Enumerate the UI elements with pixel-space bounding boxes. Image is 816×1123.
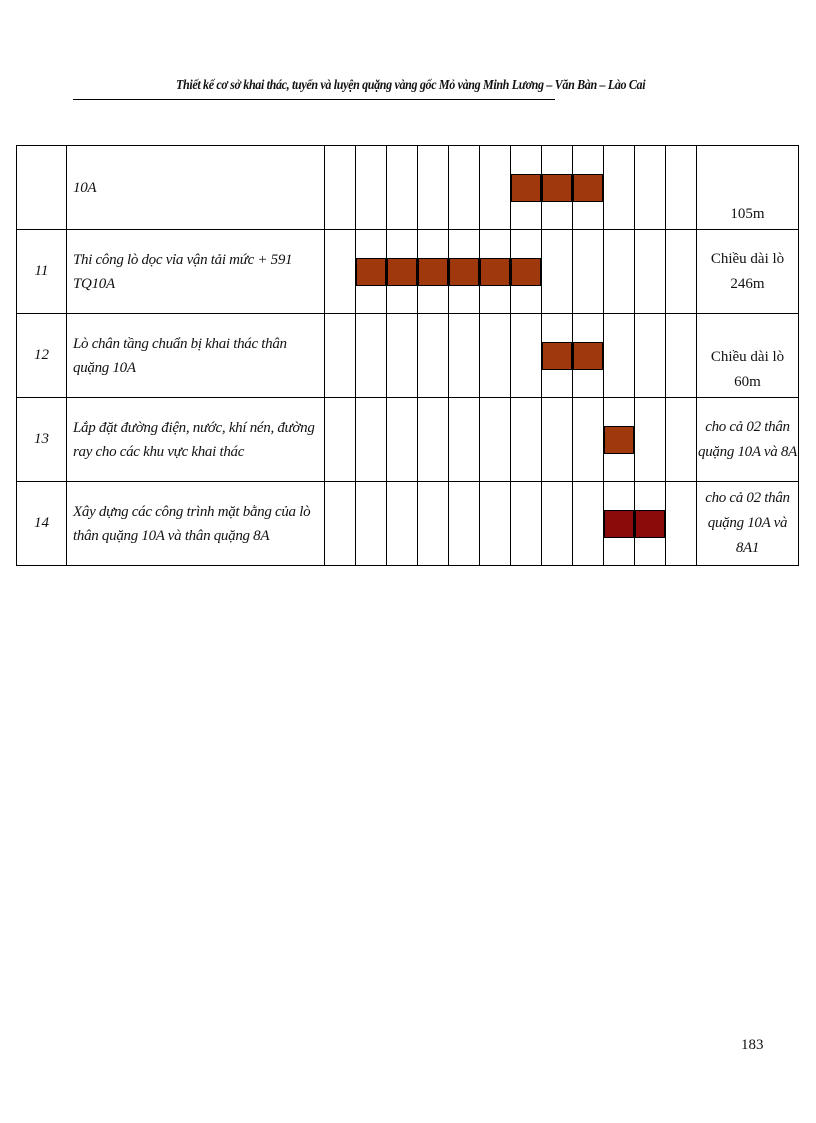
task-description: Lò chân tầng chuẩn bị khai thác thân quặng 10A <box>67 314 325 398</box>
timeline-slot <box>604 482 635 566</box>
timeline-slot <box>573 146 604 230</box>
page-number: 183 <box>741 1037 764 1053</box>
timeline-slot <box>356 314 387 398</box>
timeline-slot <box>666 146 697 230</box>
timeline-slot <box>418 230 449 314</box>
row-note: cho cả 02 thân quặng 10A và 8A <box>697 398 799 482</box>
row-note: Chiều dài lò 246m <box>697 230 799 314</box>
timeline-slot <box>604 314 635 398</box>
row-note: cho cả 02 thân quặng 10A và 8A1 <box>697 482 799 566</box>
gantt-bar <box>356 258 386 286</box>
timeline-slot <box>635 146 666 230</box>
timeline-slot <box>604 146 635 230</box>
timeline-slot <box>356 398 387 482</box>
timeline-slot <box>480 314 511 398</box>
gantt-bar <box>480 258 510 286</box>
timeline-slot <box>418 482 449 566</box>
timeline-slot <box>418 314 449 398</box>
timeline-slot <box>480 146 511 230</box>
timeline-slot <box>542 314 573 398</box>
timeline-slot <box>573 482 604 566</box>
timeline-slot <box>418 398 449 482</box>
timeline-slot <box>418 146 449 230</box>
timeline-slot <box>511 146 542 230</box>
timeline-slot <box>635 482 666 566</box>
schedule-row <box>17 398 799 482</box>
task-description: Thi công lò dọc vỉa vận tải mức + 591 TQ10A <box>67 230 325 314</box>
row-number: 12 <box>17 314 67 398</box>
timeline-slot <box>480 230 511 314</box>
header-underline <box>73 99 555 100</box>
timeline-slot <box>387 482 418 566</box>
timeline-slot <box>356 482 387 566</box>
gantt-bar <box>449 258 479 286</box>
timeline-slot <box>449 398 480 482</box>
timeline-slot <box>325 230 356 314</box>
schedule-row <box>17 482 799 566</box>
row-number: 11 <box>17 230 67 314</box>
gantt-bar <box>511 174 541 202</box>
gantt-bar <box>542 342 572 370</box>
document-title: Thiết kế cơ sở khai thác, tuyển và luyện quặng vàng gốc Mỏ vàng Minh Lương – Văn Bàn – Lào Cai <box>176 78 646 93</box>
timeline-slot <box>573 230 604 314</box>
schedule-row <box>17 314 799 398</box>
timeline-slot <box>511 314 542 398</box>
timeline-slot <box>542 146 573 230</box>
row-number: 14 <box>17 482 67 566</box>
timeline-slot <box>387 146 418 230</box>
task-description: Xây dựng các công trình mặt bằng của lò thân quặng 10A và thân quặng 8A <box>67 482 325 566</box>
timeline-slot <box>325 146 356 230</box>
task-description: Lắp đặt đường điện, nước, khí nén, đường ray cho các khu vực khai thác <box>67 398 325 482</box>
timeline-slot <box>542 398 573 482</box>
timeline-slot <box>666 230 697 314</box>
gantt-bar <box>635 510 665 538</box>
timeline-slot <box>542 230 573 314</box>
gantt-bar <box>387 258 417 286</box>
timeline-slot <box>449 314 480 398</box>
timeline-slot <box>325 314 356 398</box>
timeline-slot <box>511 482 542 566</box>
gantt-bar <box>573 342 603 370</box>
timeline-slot <box>542 482 573 566</box>
timeline-slot <box>480 482 511 566</box>
gantt-bar <box>604 426 634 454</box>
timeline-slot <box>511 230 542 314</box>
timeline-slot <box>449 482 480 566</box>
timeline-slot <box>666 482 697 566</box>
timeline-slot <box>666 398 697 482</box>
timeline-slot <box>387 398 418 482</box>
schedule-body <box>17 146 799 566</box>
timeline-slot <box>635 230 666 314</box>
row-note: Chiều dài lò 60m <box>697 314 799 398</box>
timeline-slot <box>573 314 604 398</box>
row-note: 105m <box>697 146 799 230</box>
timeline-slot <box>573 398 604 482</box>
timeline-slot <box>356 230 387 314</box>
timeline-slot <box>666 314 697 398</box>
timeline-slot <box>325 482 356 566</box>
gantt-bar <box>604 510 634 538</box>
gantt-bar <box>418 258 448 286</box>
gantt-bar <box>573 174 603 202</box>
gantt-bar <box>542 174 572 202</box>
task-description: 10A <box>67 146 325 230</box>
schedule-row <box>17 230 799 314</box>
timeline-slot <box>325 398 356 482</box>
timeline-slot <box>387 230 418 314</box>
timeline-slot <box>604 398 635 482</box>
timeline-slot <box>635 314 666 398</box>
schedule-row <box>17 146 799 230</box>
timeline-slot <box>635 398 666 482</box>
timeline-slot <box>387 314 418 398</box>
timeline-slot <box>511 398 542 482</box>
timeline-slot <box>449 146 480 230</box>
row-number <box>17 146 67 230</box>
timeline-slot <box>604 230 635 314</box>
timeline-slot <box>480 398 511 482</box>
timeline-slot <box>449 230 480 314</box>
timeline-slot <box>356 146 387 230</box>
schedule-table <box>16 145 799 566</box>
gantt-bar <box>511 258 541 286</box>
row-number: 13 <box>17 398 67 482</box>
